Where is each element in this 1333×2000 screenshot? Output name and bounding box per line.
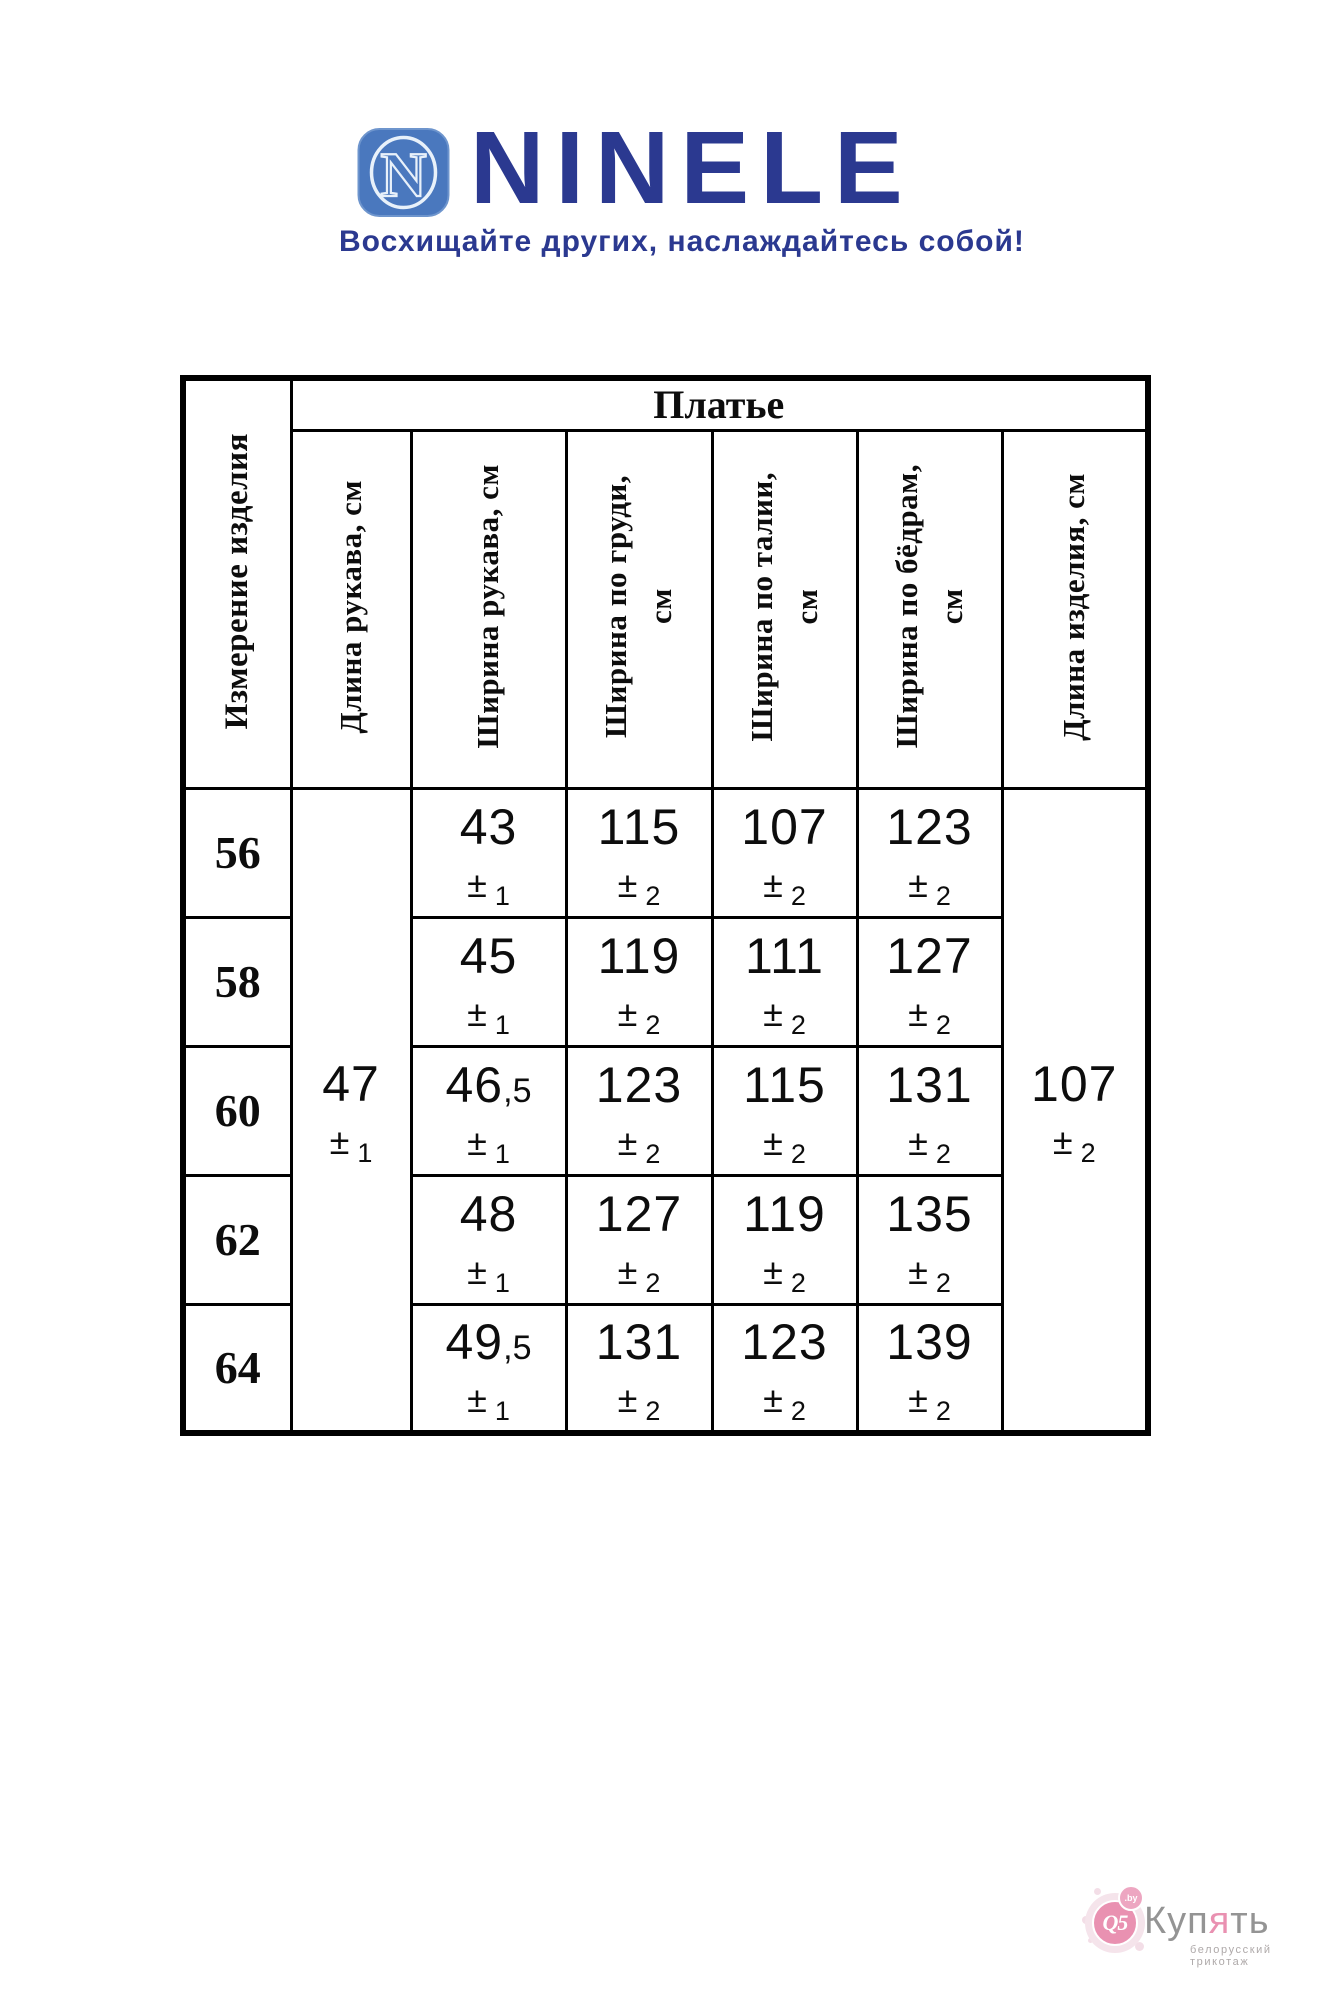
by-badge-text: .by (1124, 1893, 1138, 1903)
plus-minus-sign: ± (329, 1121, 350, 1163)
plus-minus-sign: ± (1052, 1121, 1073, 1163)
column-header-hip-width: Ширина по бёдрам, см (888, 464, 969, 749)
column-header-chest-width-cell (566, 430, 712, 788)
row-label-58: 58 (183, 917, 291, 1046)
cell-56-chest-width: 115 ± 2 (566, 788, 712, 917)
plus-minus-sign: ± (467, 1122, 487, 1163)
svg-text:N: N (380, 139, 427, 210)
plus-minus-sign: ± (617, 1379, 638, 1421)
plus-minus-sign: ± (908, 1379, 928, 1421)
cell-56-hip-width: 123 ± 2 (857, 788, 1002, 917)
column-header-waist-width: Ширина по талии, см (743, 471, 824, 742)
cell-62-chest-width: 127 ± 2 (566, 1175, 712, 1304)
column-header-item-length: Длина изделия, см (1055, 472, 1091, 741)
plus-minus-sign: ± (763, 1379, 783, 1421)
cell-60-hip-width: 131 ± 2 (857, 1046, 1002, 1175)
watermark-title: Купять (1144, 1900, 1270, 1942)
plus-minus-sign: ± (908, 1122, 928, 1163)
cell-62-sleeve-width: 48 ± 1 (411, 1175, 566, 1304)
cell-62-hip-width: 135 ± 2 (857, 1175, 1002, 1304)
plus-minus-sign: ± (763, 1122, 783, 1163)
column-header-hip-width-cell (857, 430, 1002, 788)
cell-sleeve-length-all-sizes: 47 ± 1 (291, 788, 411, 1433)
row-label-56: 56 (183, 788, 291, 917)
cell-58-hip-width: 127 ± 2 (857, 917, 1002, 1046)
column-header-item-length-cell (1002, 430, 1148, 788)
plus-minus-sign: ± (617, 864, 638, 905)
q5by-watermark (1078, 1866, 1318, 1966)
plus-minus-sign: ± (908, 864, 928, 905)
plus-minus-sign: ± (617, 993, 638, 1034)
corner-header-cell (183, 378, 291, 788)
cell-60-chest-width: 123 ± 2 (566, 1046, 712, 1175)
column-header-sleeve-width-cell (411, 430, 566, 788)
cell-64-sleeve-width: 49,5 ± 1 (411, 1304, 566, 1433)
plus-minus-sign: ± (763, 864, 783, 905)
row-label-62: 62 (183, 1175, 291, 1304)
column-header-sleeve-width: Ширина рукава, см (470, 464, 506, 749)
cell-60-waist-width: 115 ± 2 (712, 1046, 857, 1175)
row-label-60: 60 (183, 1046, 291, 1175)
ninele-logo-icon (357, 126, 450, 219)
cell-58-chest-width: 119 ± 2 (566, 917, 712, 1046)
cell-62-waist-width: 119 ± 2 (712, 1175, 857, 1304)
column-header-sleeve-length: Длина рукава, см (332, 479, 368, 734)
column-header-waist-width-cell (712, 430, 857, 788)
plus-minus-sign: ± (467, 1379, 487, 1421)
size-table (180, 375, 1151, 1436)
plus-minus-sign: ± (908, 993, 928, 1034)
cell-64-chest-width: 131 ± 2 (566, 1304, 712, 1433)
cell-58-waist-width: 111 ± 2 (712, 917, 857, 1046)
cell-60-sleeve-width: 46,5 ± 1 (411, 1046, 566, 1175)
watermark-subtitle: белорусский трикотаж (1190, 1944, 1272, 1968)
cell-item-length-all-sizes: 107 ± 2 (1002, 788, 1148, 1433)
table-row-56 (183, 788, 1148, 917)
plus-minus-sign: ± (908, 1251, 928, 1292)
corner-header: Измерение изделия (218, 433, 255, 730)
column-header-sleeve-length-cell (291, 430, 411, 788)
plus-minus-sign: ± (763, 1251, 783, 1292)
column-header-chest-width: Ширина по груди, см (598, 475, 678, 738)
group-header: Платье (291, 378, 1148, 430)
plus-minus-sign: ± (617, 1251, 638, 1292)
brand-name: NINELE (470, 110, 914, 225)
cell-56-sleeve-width: 43 ± 1 (411, 788, 566, 917)
plus-minus-sign: ± (467, 864, 487, 905)
cell-56-waist-width: 107 ± 2 (712, 788, 857, 917)
q5-badge-text: Q5 (1102, 1910, 1128, 1935)
plus-minus-sign: ± (763, 993, 783, 1034)
row-label-64: 64 (183, 1304, 291, 1433)
plus-minus-sign: ± (467, 1251, 487, 1292)
cell-58-sleeve-width: 45 ± 1 (411, 917, 566, 1046)
by-badge (1118, 1885, 1144, 1911)
cell-64-waist-width: 123 ± 2 (712, 1304, 857, 1433)
plus-minus-sign: ± (617, 1122, 638, 1163)
brand-tagline: Восхищайте других, наслаждайтесь собой! (339, 225, 1025, 258)
cell-64-hip-width: 139 ± 2 (857, 1304, 1002, 1433)
watermark-bubble (1094, 1888, 1101, 1895)
plus-minus-sign: ± (467, 993, 487, 1034)
